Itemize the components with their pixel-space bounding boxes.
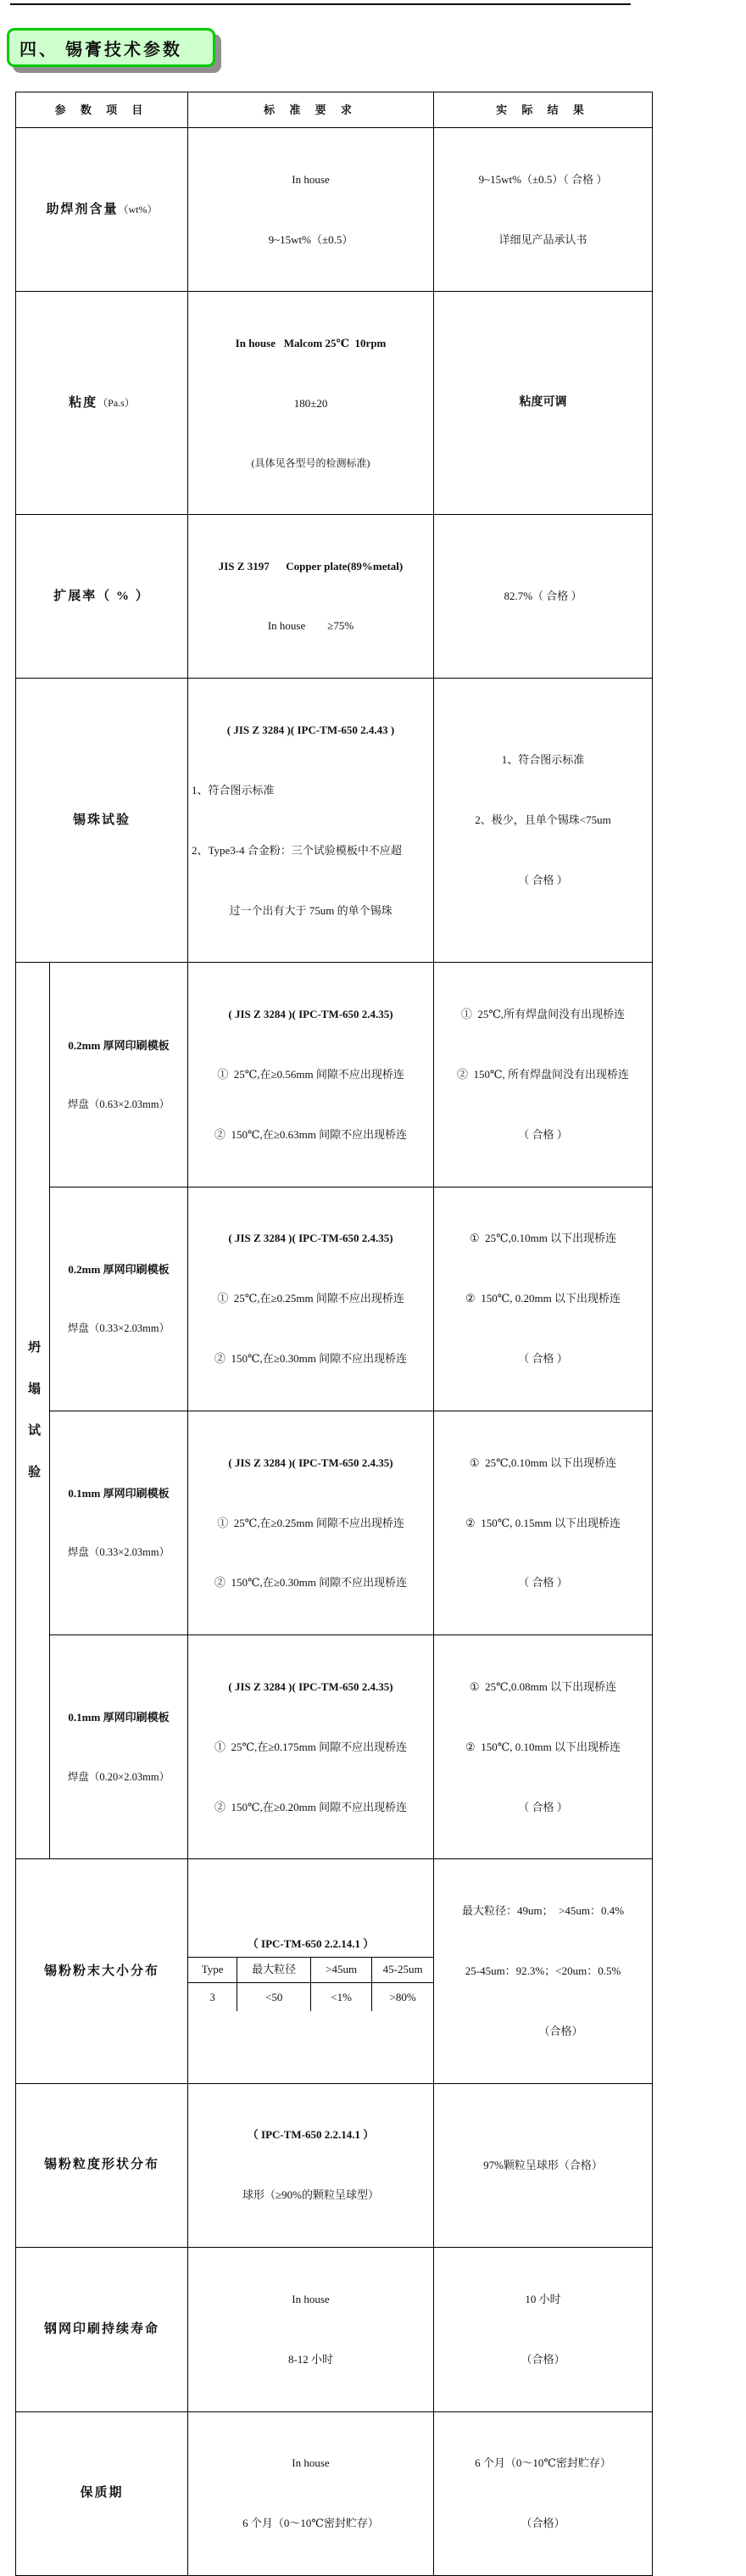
row-stencil-life — [16, 2248, 653, 2411]
stencil-life-result-line-1: 10 小时 — [525, 2292, 561, 2305]
slump-1-result-line-2: ② 150℃, 所有焊盘间没有出现桥连 — [456, 1067, 630, 1081]
slump-1-result-cell — [434, 963, 653, 1187]
row-flux-content — [16, 128, 653, 292]
slump-2-standard-line-2: ② 150℃,在≥0.30mm 间隙不应出现桥连 — [214, 1352, 408, 1366]
spread-standard-line-2: In house ≥75% — [267, 619, 354, 633]
slump-group-label: 坍塌试验 — [26, 1340, 40, 1507]
slump-1-template-cell — [50, 963, 188, 1187]
powder-size-param-cell — [16, 1859, 188, 2083]
slump-4-standard-cell — [188, 1635, 434, 1859]
nested-value-max-size: <50 — [237, 1982, 311, 2011]
powder-shape-standard-cell — [188, 2083, 434, 2247]
slump-4-standard-line-1: ① 25℃,在≥0.175mm 间隙不应出现桥连 — [214, 1740, 408, 1753]
stencil-life-standard-line-2: 8-12 小时 — [287, 2352, 334, 2366]
powder-size-result-line-2: 25-45um：92.3%；<20um：0.5% — [465, 1964, 621, 1978]
slump-2-standard-line-1: ① 25℃,在≥0.25mm 间隙不应出现桥连 — [217, 1292, 404, 1305]
shelf-life-result-line-2: （合格） — [521, 2517, 565, 2530]
spread-result: 82.7%（ 合格 ） — [504, 590, 582, 603]
row-powder-shape — [16, 2083, 653, 2247]
slump-1-template-line-2: 焊盘（0.63×2.03mm） — [67, 1098, 170, 1110]
slump-4-template-cell — [50, 1635, 188, 1859]
flux-param-label: 助焊剂含量 — [46, 202, 119, 216]
slump-4-result-line-2: ② 150℃, 0.10mm 以下出现桥连 — [465, 1740, 621, 1753]
flux-standard-line-1: In house — [292, 172, 330, 186]
slump-2-result-cell — [434, 1187, 653, 1411]
flux-result-cell — [434, 128, 653, 292]
powder-shape-param-cell — [16, 2083, 188, 2247]
powder-size-nested-table — [188, 1931, 433, 2011]
powder-size-result-line-3: （合格） — [538, 2024, 583, 2037]
slump-3-result-line-2: ② 150℃, 0.15mm 以下出现桥连 — [465, 1516, 621, 1529]
slump-2-template-line-1: 0.2mm 厚网印刷模板 — [68, 1262, 170, 1276]
slump-2-result-line-1: ① 25℃,0.10mm 以下出现桥连 — [469, 1232, 617, 1245]
nested-header-max-size: 最大粒径 — [237, 1957, 311, 1982]
slump-1-standard-title: ( JIS Z 3284 )( IPC-TM-650 2.4.35) — [228, 1008, 393, 1021]
section-title-box — [7, 28, 215, 67]
spread-param-label: 扩展率（ % ） — [53, 589, 150, 603]
slump-2-template-cell — [50, 1187, 188, 1411]
slump-2-template-line-2: 焊盘（0.33×2.03mm） — [67, 1322, 170, 1335]
row-bead-test — [16, 679, 653, 963]
flux-param-unit: （wt%） — [118, 203, 158, 215]
powder-shape-result-cell — [434, 2083, 653, 2247]
slump-4-standard-title: ( JIS Z 3284 )( IPC-TM-650 2.4.35) — [228, 1679, 393, 1693]
row-slump-1 — [16, 963, 653, 1187]
shelf-life-result-cell — [434, 2411, 653, 2575]
slump-1-result-line-1: ① 25℃,所有焊盘间没有出现桥连 — [460, 1008, 626, 1021]
powder-size-standard-cell — [188, 1859, 434, 2083]
slump-3-template-cell — [50, 1411, 188, 1634]
slump-3-template-line-1: 0.1mm 厚网印刷模板 — [68, 1487, 170, 1500]
nested-value-gt45: <1% — [311, 1982, 372, 2011]
slump-3-template-line-2: 焊盘（0.33×2.03mm） — [67, 1546, 170, 1559]
slump-4-result-line-3: （ 合格 ） — [518, 1800, 568, 1813]
shelf-life-standard-line-2: 6 个月（0～10℃密封贮存） — [242, 2517, 379, 2530]
slump-2-result-line-3: （ 合格 ） — [518, 1352, 568, 1366]
nested-header-type: Type — [188, 1957, 237, 1982]
stencil-life-result-line-2: （合格） — [521, 2352, 565, 2366]
slump-3-result-line-3: （ 合格 ） — [518, 1576, 568, 1590]
bead-standard-title: ( JIS Z 3284 )( IPC-TM-650 2.4.43 ) — [226, 724, 395, 737]
section-title: 四、 锡膏技术参数 — [19, 40, 182, 59]
nested-value-45-25: >80% — [389, 1990, 416, 2003]
spread-result-cell — [434, 514, 653, 678]
bead-result-line-2: 2、极少，且单个锡珠<75um — [475, 813, 611, 827]
flux-param-cell — [16, 128, 188, 292]
slump-4-template-line-1: 0.1mm 厚网印刷模板 — [68, 1711, 170, 1724]
viscosity-param-label: 粘度 — [69, 395, 98, 410]
shelf-life-standard-cell — [188, 2411, 434, 2575]
slump-3-result-line-1: ① 25℃,0.10mm 以下出现桥连 — [469, 1456, 617, 1469]
shelf-life-result-line-1: 6 个月（0～10℃密封贮存） — [475, 2456, 611, 2470]
header-parameter: 参 数 项 目 — [16, 92, 188, 128]
flux-standard-cell — [188, 128, 434, 292]
shelf-life-standard-line-1: In house — [292, 2456, 330, 2470]
bead-standard-line-1: 1、符合图示标准 — [192, 783, 275, 796]
bead-result-cell — [434, 679, 653, 963]
nested-value-type: 3 — [188, 1982, 237, 2011]
slump-4-standard-line-2: ② 150℃,在≥0.20mm 间隙不应出现桥连 — [214, 1800, 408, 1813]
slump-group-cell — [16, 963, 50, 1859]
bead-param-label: 锡珠试验 — [73, 813, 131, 827]
row-shelf-life — [16, 2411, 653, 2575]
shelf-life-param-label: 保质期 — [80, 2486, 124, 2501]
viscosity-standard-line-3: (具体见各型号的检测标准) — [251, 456, 370, 469]
bead-result-line-1: 1、符合图示标准 — [501, 753, 585, 767]
stencil-life-param-cell — [16, 2248, 188, 2411]
viscosity-standard-line-2: 180±20 — [293, 397, 328, 411]
viscosity-standard-cell — [188, 292, 434, 514]
parameters-table — [15, 92, 653, 2576]
viscosity-standard-line-1: In house Malcom 25℃ 10rpm — [235, 337, 387, 350]
slump-1-standard-line-2: ② 150℃,在≥0.63mm 间隙不应出现桥连 — [214, 1127, 408, 1141]
header-result: 实 际 结 果 — [434, 92, 653, 128]
slump-2-standard-title: ( JIS Z 3284 )( IPC-TM-650 2.4.35) — [228, 1232, 393, 1245]
slump-4-template-line-2: 焊盘（0.20×2.03mm） — [67, 1770, 170, 1783]
stencil-life-param-label: 钢网印刷持续寿命 — [44, 2322, 160, 2336]
stencil-life-result-cell — [434, 2248, 653, 2411]
powder-size-param-label: 锡粉粉末大小分布 — [44, 1964, 160, 1978]
powder-size-result-line-1: 最大粒径：49um； >45um：0.4% — [461, 1904, 625, 1918]
viscosity-result: 粘度可调 — [519, 396, 567, 410]
powder-size-result-cell — [434, 1859, 653, 2083]
slump-3-standard-line-2: ② 150℃,在≥0.30mm 间隙不应出现桥连 — [214, 1576, 408, 1590]
row-viscosity — [16, 292, 653, 514]
bead-param-cell — [16, 679, 188, 963]
viscosity-param-cell — [16, 292, 188, 514]
slump-2-result-line-2: ② 150℃, 0.20mm 以下出现桥连 — [465, 1292, 621, 1305]
powder-shape-result: 97%颗粒呈球形（合格） — [483, 2158, 603, 2171]
powder-shape-param-label: 锡粉粒度形状分布 — [44, 2158, 160, 2172]
spread-param-cell — [16, 514, 188, 678]
spread-standard-line-1: JIS Z 3197 Copper plate(89%metal) — [218, 559, 404, 573]
row-spread-rate — [16, 514, 653, 678]
table-header-row — [16, 92, 653, 128]
flux-result-line-1: 9~15wt%（±0.5）（ 合格 ） — [478, 172, 608, 186]
stencil-life-standard-line-1: In house — [292, 2292, 330, 2305]
viscosity-result-cell — [434, 292, 653, 514]
row-slump-3 — [16, 1411, 653, 1634]
slump-1-standard-line-1: ① 25℃,在≥0.56mm 间隙不应出现桥连 — [217, 1067, 404, 1081]
nested-header-45-25: 45-25um — [372, 1957, 433, 1982]
slump-3-standard-cell — [188, 1411, 434, 1634]
powder-shape-standard-line-1: （ IPC-TM-650 2.2.14.1 ） — [247, 2128, 375, 2142]
bead-result-line-3: （ 合格 ） — [518, 874, 568, 887]
slump-2-standard-cell — [188, 1187, 434, 1411]
bead-standard-line-2: 2、Type3-4 合金粉：三个试验模板中不应超 — [192, 843, 402, 857]
slump-3-result-cell — [434, 1411, 653, 1634]
nested-header-gt45: >45um — [311, 1957, 372, 1982]
bead-standard-cell — [188, 679, 434, 963]
powder-shape-standard-line-2: 球形（≥90%的颗粒呈球型） — [242, 2188, 379, 2202]
slump-1-result-line-3: （ 合格 ） — [518, 1127, 568, 1141]
slump-3-standard-line-1: ① 25℃,在≥0.25mm 间隙不应出现桥连 — [217, 1516, 404, 1529]
top-horizontal-rule — [10, 3, 631, 5]
stencil-life-standard-cell — [188, 2248, 434, 2411]
row-powder-size — [16, 1859, 653, 2083]
bead-standard-line-3: 过一个出有大于 75um 的单个锡珠 — [229, 903, 392, 917]
flux-standard-line-2: 9~15wt%（±0.5） — [268, 232, 354, 246]
shelf-life-param-cell — [16, 2411, 188, 2575]
slump-3-standard-title: ( JIS Z 3284 )( IPC-TM-650 2.4.35) — [228, 1456, 393, 1469]
slump-4-result-cell — [434, 1635, 653, 1859]
header-standard: 标 准 要 求 — [188, 92, 434, 128]
row-slump-4 — [16, 1635, 653, 1859]
row-slump-2 — [16, 1187, 653, 1411]
spread-standard-cell — [188, 514, 434, 678]
powder-size-standard-title: （ IPC-TM-650 2.2.14.1 ） — [188, 1931, 433, 1957]
viscosity-param-unit: （Pa.s） — [97, 396, 135, 409]
slump-1-standard-cell — [188, 963, 434, 1187]
flux-result-line-2: 详细见产品承认书 — [498, 232, 587, 246]
slump-1-template-line-1: 0.2mm 厚网印刷模板 — [68, 1038, 170, 1052]
slump-4-result-line-1: ① 25℃,0.08mm 以下出现桥连 — [469, 1679, 617, 1693]
